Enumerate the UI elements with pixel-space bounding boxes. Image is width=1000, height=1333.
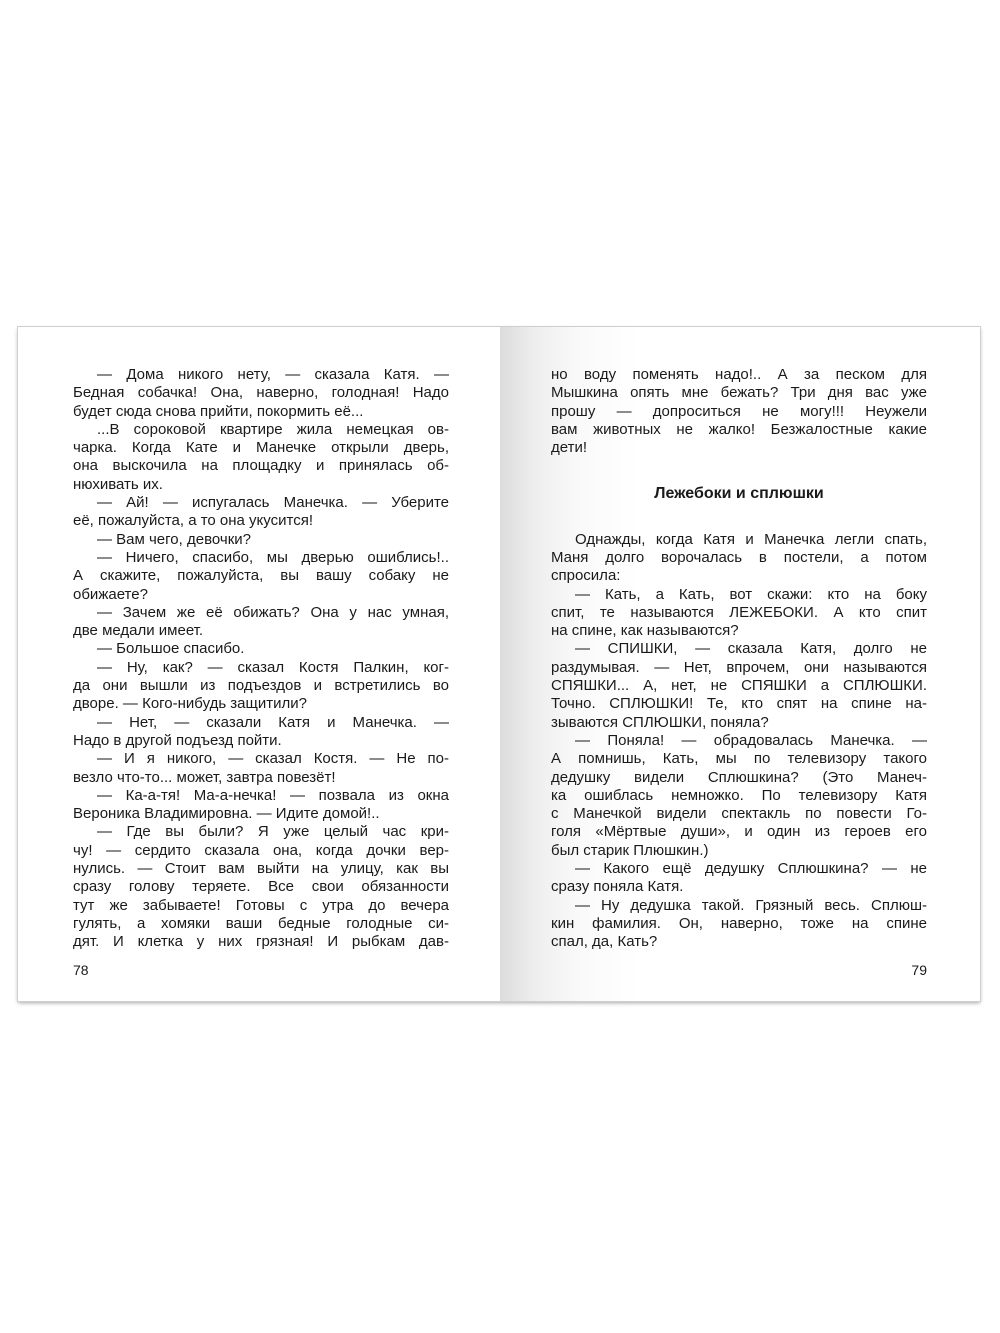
text-line: был старик Плюшкин.): [551, 841, 709, 859]
right-page-text: [551, 366, 927, 952]
text-line: дят. И клетка у них грязная! И рыбкам дав-: [73, 933, 449, 951]
text-line: — И я никого, — сказал Костя. — Не по-: [97, 750, 449, 768]
text-line: ка ошиблась немножко. По телевизору Катя: [551, 786, 927, 804]
text-line: зываются СПЛЮШКИ, поняла?: [551, 713, 769, 731]
blank-line: [551, 457, 927, 475]
text-line: А помнишь, Кать, мы по телевизору такого: [551, 750, 927, 768]
text-line: — Дома никого нету, — сказала Катя. —: [97, 366, 449, 383]
text-line: спит, те называются ЛЕЖЕБОКИ. А кто спит: [551, 603, 927, 621]
text-line: Бедная собачка! Она, наверно, голодная! Надо: [73, 384, 449, 402]
text-line: Маня долго ворочалась в постели, а потом: [551, 548, 927, 566]
text-line: — Вам чего, девочки?: [97, 530, 251, 548]
text-line: — Какого ещё дедушку Сплюшкина? — не: [575, 860, 927, 878]
text-line: кин фамилия. Он, наверно, тоже на спине: [551, 914, 927, 932]
text-line: будет сюда снова прийти, покормить её...: [73, 402, 364, 420]
text-line: — Поняла! — обрадовалась Манечка. —: [575, 731, 927, 749]
text-line: она выскочила на площадку и принялась об-: [73, 457, 449, 475]
text-line: — Ай! — испугалась Манечка. — Уберите: [97, 494, 449, 512]
text-line: — Ничего, спасибо, мы дверью ошиблись!..: [97, 548, 449, 566]
book-spread: [18, 327, 980, 1001]
right-page-number: 79: [911, 962, 927, 978]
text-line: Надо в другой подъезд пойти.: [73, 731, 282, 749]
text-line: раздумывая. — Нет, впрочем, они называются: [551, 658, 927, 676]
text-line: — Нет, — сказали Катя и Манечка. —: [97, 713, 449, 731]
text-line: дети!: [551, 439, 588, 457]
text-line: Точно. СПЛЮШКИ! Те, кто спят на спине на-: [551, 695, 927, 713]
text-line: гулять, а хомяки ваши бедные голодные си-: [73, 914, 449, 932]
text-line: — Ка-а-тя! Ма-а-нечка! — позвала из окна: [97, 786, 449, 804]
text-line: обижаете?: [73, 585, 148, 603]
text-line: тут же забываете! Готовы с утра до вечера: [73, 896, 449, 914]
blank-line: [551, 512, 927, 530]
text-line: спал, да, Кать?: [551, 933, 658, 951]
text-line: нулись. — Стоит вам выйти на улицу, как вы: [73, 860, 449, 878]
text-line: — Зачем же её обижать? Она у нас умная,: [97, 603, 449, 621]
text-line: Вероника Владимировна. — Идите домой!..: [73, 805, 380, 823]
text-line: Однажды, когда Катя и Манечка легли спать,: [575, 530, 927, 548]
text-line: дедушку видели Сплюшкина? (Это Манеч-: [551, 768, 927, 786]
right-page: [500, 327, 980, 1001]
text-line: на спине, как называются?: [551, 622, 739, 640]
text-line: вам животных не жалко! Безжалостные какие: [551, 420, 927, 438]
text-line: везло что-то... может, завтра повезёт!: [73, 768, 336, 786]
text-line: но воду поменять надо!.. А за песком для: [551, 366, 927, 383]
text-line: сразу голову теряете. Все свои обязанности: [73, 878, 449, 896]
left-page-number: 78: [73, 962, 89, 978]
text-line: А скажите, пожалуйста, вы вашу собаку не: [73, 567, 449, 585]
text-line: чу! — сердито сказала она, когда дочки вер-: [73, 841, 449, 859]
text-line: прошу — допроситься не могу!!! Неужели: [551, 402, 927, 420]
left-page-text: [73, 366, 449, 952]
text-line: её, пожалуйста, а то она укусится!: [73, 512, 313, 530]
text-line: с Манечкой видели спектакль по повести Го-: [551, 805, 927, 823]
text-line: ...В сороковой квартире жила немецкая ов-: [97, 420, 449, 438]
text-line: Мышкина опять мне бежать? Три дня вас уже: [551, 384, 927, 402]
text-line: две медали имеет.: [73, 622, 204, 640]
text-line: сразу поняла Катя.: [551, 878, 684, 896]
text-line: — Кать, а Кать, вот скажи: кто на боку: [575, 585, 927, 603]
text-line: нюхивать их.: [73, 475, 163, 493]
text-line: да они вышли из подъездов и встретились во: [73, 677, 449, 695]
text-line: СПЯШКИ... А, нет, не СПЯШКИ а СПЛЮШКИ.: [551, 677, 927, 695]
chapter-heading: Лежебоки и сплюшки: [654, 484, 824, 502]
text-line: чарка. Когда Кате и Манечке открыли дверь,: [73, 439, 449, 457]
text-line: — Ну, как? — сказал Костя Палкин, ког-: [97, 658, 449, 676]
text-line: — Большое спасибо.: [97, 640, 245, 658]
text-line: — Где вы были? Я уже целый час кри-: [97, 823, 449, 841]
left-page: [18, 327, 500, 1001]
text-line: спросила:: [551, 567, 621, 585]
text-line: — Ну дедушка такой. Грязный весь. Сплюш-: [575, 896, 927, 914]
text-line: — СПИШКИ, — сказала Катя, долго не: [575, 640, 927, 658]
text-line: голя «Мёртвые души», и один из героев его: [551, 823, 927, 841]
text-line: дворе. — Кого-нибудь защитили?: [73, 695, 307, 713]
